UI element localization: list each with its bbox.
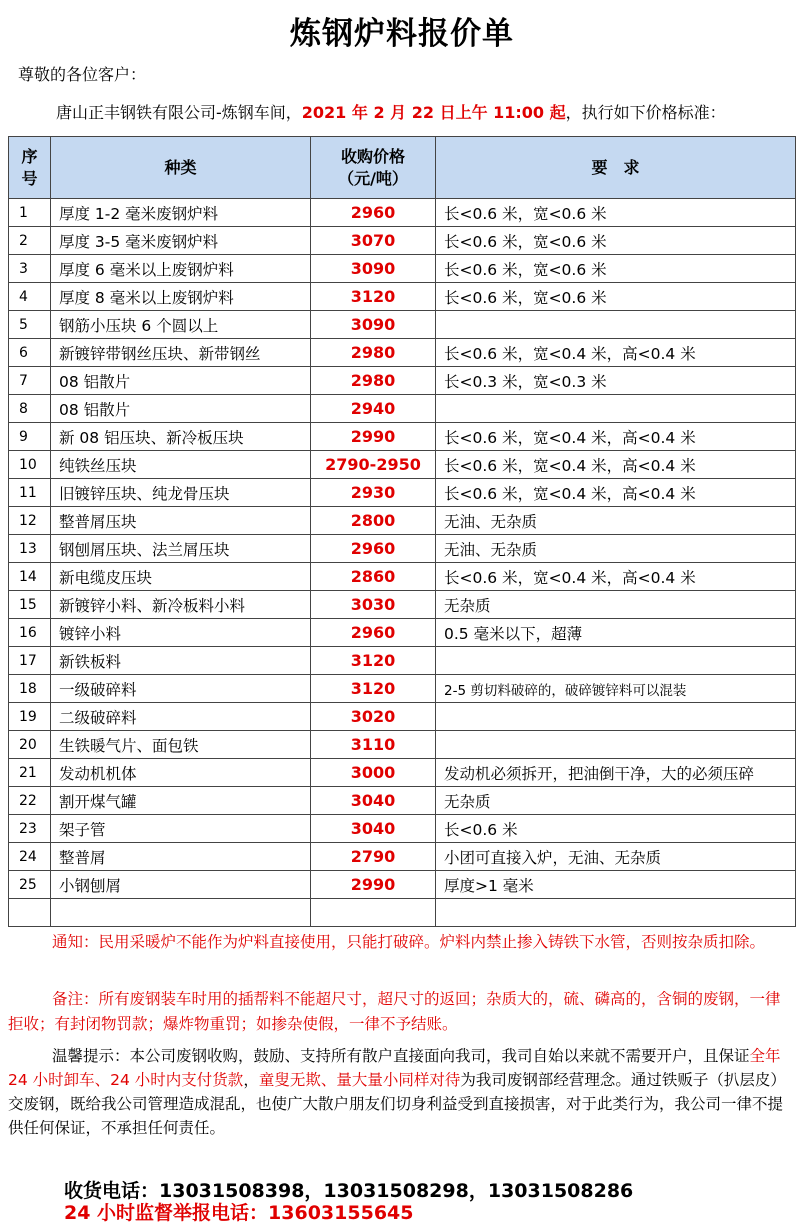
row-kind: 厚度 8 毫米以上废钢炉料	[51, 283, 311, 311]
document-title: 炼钢炉料报价单	[290, 16, 514, 52]
row-kind: 新电缆皮压块	[51, 563, 311, 591]
row-requirement	[436, 731, 796, 759]
row-price	[311, 899, 436, 927]
row-number: 9	[9, 423, 51, 451]
row-requirement	[436, 703, 796, 731]
header-price	[311, 137, 436, 199]
row-number: 3	[9, 255, 51, 283]
row-number: 4	[9, 283, 51, 311]
row-number: 24	[9, 843, 51, 871]
row-kind: 一级破碎料	[51, 675, 311, 703]
row-price: 3090	[311, 255, 436, 283]
row-number: 16	[9, 619, 51, 647]
row-price: 3090	[311, 311, 436, 339]
row-number: 20	[9, 731, 51, 759]
tip-text-3: 为我司废钢部经营理念。通过铁贩子（扒层皮）交废钢，既给我公司管理造成混乱，也使广大散户朋友们切身利益受到直接损害，对于此类行为，我公司一律不提供任何保证，不承担任何责任。	[8, 1071, 786, 1137]
tip-paragraph	[8, 1044, 788, 1140]
header-no: 序号	[9, 137, 51, 199]
row-requirement: 厚度>1 毫米	[436, 871, 796, 899]
table-row	[9, 311, 796, 339]
header-price-line2: （元/吨）	[338, 168, 408, 188]
table-row	[9, 535, 796, 563]
salutation: 尊敬的各位客户：	[18, 65, 147, 84]
row-kind: 厚度 6 毫米以上废钢炉料	[51, 255, 311, 283]
table-row	[9, 815, 796, 843]
row-number: 11	[9, 479, 51, 507]
row-requirement: 0.5 毫米以下，超薄	[436, 619, 796, 647]
row-kind: 新 08 铝压块、新冷板压块	[51, 423, 311, 451]
row-number: 6	[9, 339, 51, 367]
row-number: 2	[9, 227, 51, 255]
remark-paragraph: 备注：所有废钢装车时用的插帮料不能超尺寸，超尺寸的返回；杂质大的，硫、磷高的，含铜的废钢，一律拒收；有封闭物罚款；爆炸物重罚；如掺杂使假，一律不予结账。	[8, 990, 781, 1033]
row-requirement	[436, 395, 796, 423]
row-kind: 纯铁丝压块	[51, 451, 311, 479]
row-requirement: 长<0.6 米，宽<0.4 米，高<0.4 米	[436, 451, 796, 479]
row-kind: 钢刨屑压块、法兰屑压块	[51, 535, 311, 563]
row-requirement: 长<0.3 米，宽<0.3 米	[436, 367, 796, 395]
row-requirement: 长<0.6 米，宽<0.6 米	[436, 283, 796, 311]
receiving-phone-line: 收货电话：13031508398，13031508298，13031508286	[64, 1180, 634, 1202]
row-price: 2990	[311, 423, 436, 451]
row-requirement: 长<0.6 米，宽<0.4 米，高<0.4 米	[436, 479, 796, 507]
tip-highlight-1: 全年 24 小时卸车、24 小时内支付货款	[8, 1047, 781, 1089]
row-kind: 割开煤气罐	[51, 787, 311, 815]
row-number: 13	[9, 535, 51, 563]
table-row	[9, 563, 796, 591]
row-kind: 二级破碎料	[51, 703, 311, 731]
row-kind: 镀锌小料	[51, 619, 311, 647]
row-number: 21	[9, 759, 51, 787]
row-kind: 新铁板料	[51, 647, 311, 675]
header-kind: 种类	[51, 137, 311, 199]
row-kind: 厚度 3-5 毫米废钢炉料	[51, 227, 311, 255]
row-requirement	[436, 647, 796, 675]
row-requirement: 长<0.6 米，宽<0.6 米	[436, 227, 796, 255]
row-requirement: 无油、无杂质	[436, 507, 796, 535]
row-number: 17	[9, 647, 51, 675]
table-row	[9, 227, 796, 255]
row-kind: 新镀锌带钢丝压块、新带钢丝	[51, 339, 311, 367]
intro-line	[56, 100, 726, 123]
tip-highlight-2: 童叟无欺、量大量小同样对待	[258, 1071, 461, 1089]
row-price: 2930	[311, 479, 436, 507]
row-number: 25	[9, 871, 51, 899]
table-row	[9, 339, 796, 367]
row-price: 2790-2950	[311, 451, 436, 479]
table-row	[9, 255, 796, 283]
row-price: 3020	[311, 703, 436, 731]
row-requirement: 长<0.6 米，宽<0.4 米，高<0.4 米	[436, 563, 796, 591]
row-price: 2790	[311, 843, 436, 871]
row-kind: 小钢刨屑	[51, 871, 311, 899]
price-table	[8, 136, 796, 927]
row-number	[9, 899, 51, 927]
row-number: 23	[9, 815, 51, 843]
row-number: 10	[9, 451, 51, 479]
table-row	[9, 591, 796, 619]
row-price: 2990	[311, 871, 436, 899]
row-requirement	[436, 311, 796, 339]
row-number: 18	[9, 675, 51, 703]
row-number: 14	[9, 563, 51, 591]
row-kind: 旧镀锌压块、纯龙骨压块	[51, 479, 311, 507]
row-price: 2940	[311, 395, 436, 423]
table-row	[9, 675, 796, 703]
row-number: 12	[9, 507, 51, 535]
row-requirement: 长<0.6 米	[436, 815, 796, 843]
row-kind: 新镀锌小料、新冷板料小料	[51, 591, 311, 619]
row-price: 2960	[311, 199, 436, 227]
table-row	[9, 283, 796, 311]
table-row	[9, 619, 796, 647]
row-kind: 整普屑压块	[51, 507, 311, 535]
row-kind: 架子管	[51, 815, 311, 843]
table-row	[9, 199, 796, 227]
row-price: 3040	[311, 787, 436, 815]
row-kind: 08 铝散片	[51, 395, 311, 423]
row-number: 15	[9, 591, 51, 619]
row-number: 5	[9, 311, 51, 339]
row-requirement: 长<0.6 米，宽<0.6 米	[436, 199, 796, 227]
row-number: 1	[9, 199, 51, 227]
tip-text-2: ，	[243, 1071, 259, 1089]
row-kind: 生铁暖气片、面包铁	[51, 731, 311, 759]
row-requirement: 2-5 剪切料破碎的，破碎镀锌料可以混装	[436, 675, 796, 703]
row-price: 2860	[311, 563, 436, 591]
row-price: 2980	[311, 367, 436, 395]
row-kind	[51, 899, 311, 927]
row-price: 2960	[311, 619, 436, 647]
row-kind: 钢筋小压块 6 个圆以上	[51, 311, 311, 339]
row-requirement: 长<0.6 米，宽<0.6 米	[436, 255, 796, 283]
table-row	[9, 787, 796, 815]
table-row	[9, 703, 796, 731]
notice-paragraph: 通知：民用采暖炉不能作为炉料直接使用，只能打破碎。炉料内禁止掺入铸铁下水管，否则按杂质扣除。	[52, 933, 766, 951]
row-requirement: 无杂质	[436, 591, 796, 619]
tip-text-1: 温馨提示：本公司废钢收购，鼓励、支持所有散户直接面向我司，我司自始以来就不需要开户，且保证	[52, 1047, 750, 1065]
row-requirement: 无油、无杂质	[436, 535, 796, 563]
table-row	[9, 367, 796, 395]
row-kind: 厚度 1-2 毫米废钢炉料	[51, 199, 311, 227]
table-row	[9, 647, 796, 675]
row-number: 22	[9, 787, 51, 815]
row-requirement: 小团可直接入炉，无油、无杂质	[436, 843, 796, 871]
row-price: 2800	[311, 507, 436, 535]
row-requirement	[436, 899, 796, 927]
table-header-row	[9, 137, 796, 199]
row-requirement: 长<0.6 米，宽<0.4 米，高<0.4 米	[436, 339, 796, 367]
row-price: 3120	[311, 283, 436, 311]
intro-tail: ，执行如下价格标准：	[565, 103, 726, 122]
table-row	[9, 451, 796, 479]
row-price: 3120	[311, 675, 436, 703]
row-kind: 08 铝散片	[51, 367, 311, 395]
row-requirement: 长<0.6 米，宽<0.4 米，高<0.4 米	[436, 423, 796, 451]
row-price: 3070	[311, 227, 436, 255]
row-requirement: 无杂质	[436, 787, 796, 815]
row-number: 19	[9, 703, 51, 731]
row-kind: 整普屑	[51, 843, 311, 871]
row-price: 3030	[311, 591, 436, 619]
intro-date: 2021 年 2 月 22 日上午 11:00 起	[301, 103, 566, 122]
table-row	[9, 871, 796, 899]
table-row	[9, 479, 796, 507]
table-row	[9, 507, 796, 535]
intro-company: 唐山正丰钢铁有限公司-炼钢车间，	[56, 103, 302, 122]
row-price: 2980	[311, 339, 436, 367]
table-row	[9, 395, 796, 423]
row-kind: 发动机机体	[51, 759, 311, 787]
table-row	[9, 899, 796, 927]
table-row	[9, 423, 796, 451]
header-price-line1: 收购价格	[340, 146, 405, 166]
row-price: 2960	[311, 535, 436, 563]
table-row	[9, 843, 796, 871]
row-price: 3040	[311, 815, 436, 843]
table-row	[9, 731, 796, 759]
row-price: 3110	[311, 731, 436, 759]
row-requirement: 发动机必须拆开，把油倒干净，大的必须压碎	[436, 759, 796, 787]
row-number: 8	[9, 395, 51, 423]
row-number: 7	[9, 367, 51, 395]
header-requirement: 要 求	[436, 137, 796, 199]
row-price: 3120	[311, 647, 436, 675]
row-price: 3000	[311, 759, 436, 787]
table-row	[9, 759, 796, 787]
report-phone-line: 24 小时监督举报电话：13603155645	[64, 1202, 414, 1224]
